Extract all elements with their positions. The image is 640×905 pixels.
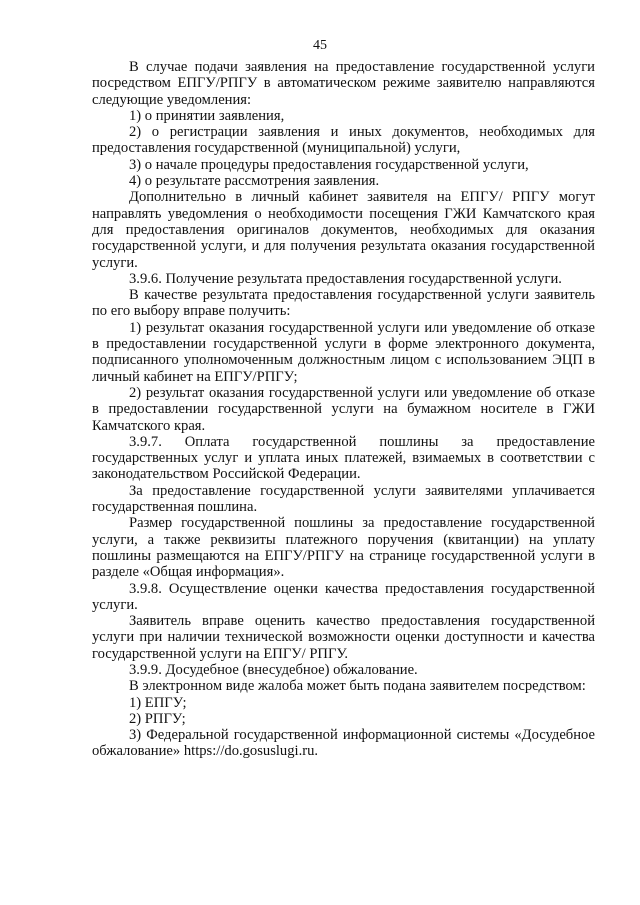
paragraph-duty-amount: Размер государственной пошлины за предоставление государственной услуги, а также реквизиты платежного поручения (квитанции) на уплату пошлины размещаются на ЕПГУ/РПГУ на странице государственной услуги в разделе «Общая информация». <box>92 515 595 581</box>
list-item-review-result: 4) о результате рассмотрения заявления. <box>129 173 380 190</box>
section-heading-3-9-8: 3.9.8. Осуществление оценки качества предоставления государственной услуги. <box>92 580 595 613</box>
section-heading-3-9-9: 3.9.9. Досудебное (внесудебное) обжалование. <box>129 661 418 678</box>
list-item-acceptance: 1) о принятии заявления, <box>129 107 285 124</box>
section-heading-3-9-7: 3.9.7. Оплата государственной пошлины за предоставление государственных услуг и уплата иных платежей, взимаемых в соответствии с законодательством Российской Федерации. <box>92 433 595 483</box>
list-item-rpgu: 2) РПГУ; <box>129 710 186 727</box>
paragraph-personal-account: Дополнительно в личный кабинет заявителя на ЕПГУ/ РПГУ могут направлять уведомления о необходимости посещения ГЖИ Камчатского края для предоставления оригиналов документов, необходимых для оказания государственной услуги, и для получения результата оказания государственной услуги. <box>92 189 595 271</box>
paragraph-state-duty: За предоставление государственной услуги заявителями уплачивается государственная пошлина. <box>92 482 595 516</box>
paragraph-quality-assessment: Заявитель вправе оценить качество предоставления государственной услуги при наличии технической возможности оценки доступности и качества государственной услуги на ЕПГУ/ РПГУ. <box>92 613 595 662</box>
list-item-registration: 2) о регистрации заявления и иных документов, необходимых для предоставления государственной (муниципальной) услуги, <box>92 124 595 157</box>
paragraph-result-options: В качестве результата предоставления государственной услуги заявитель по его выбору вправе получить: <box>92 287 595 320</box>
paragraph-complaint-channels: В электронном виде жалоба может быть подана заявителем посредством: <box>129 678 586 695</box>
list-item-procedure-start: 3) о начале процедуры предоставления государственной услуги, <box>129 156 529 173</box>
document-body <box>92 59 595 760</box>
section-heading-3-9-6: 3.9.6. Получение результата предоставления государственной услуги. <box>129 270 562 287</box>
list-item-epgu: 1) ЕПГУ; <box>129 694 187 711</box>
list-item-federal-system: 3) Федеральной государственной информационной системы «Досудебное обжалование» https://do.gosuslugi.ru. <box>92 727 595 760</box>
page-number: 45 <box>313 38 327 53</box>
paragraph-notifications-intro: В случае подачи заявления на предоставление государственной услуги посредством ЕПГУ/РПГУ в автоматическом режиме заявителю направляются следующие уведомления: <box>92 59 595 108</box>
list-item-electronic-result: 1) результат оказания государственной услуги или уведомление об отказе в предоставлении государственной услуги в форме электронного документа, подписанного уполномоченным должностным лицом с использованием ЭЦП в личный кабинет на ЕПГУ/РПГУ; <box>92 319 595 385</box>
list-item-paper-result: 2) результат оказания государственной услуги или уведомление об отказе в предоставлении государственной услуги на бумажном носителе в ГЖИ Камчатского края. <box>92 384 595 434</box>
